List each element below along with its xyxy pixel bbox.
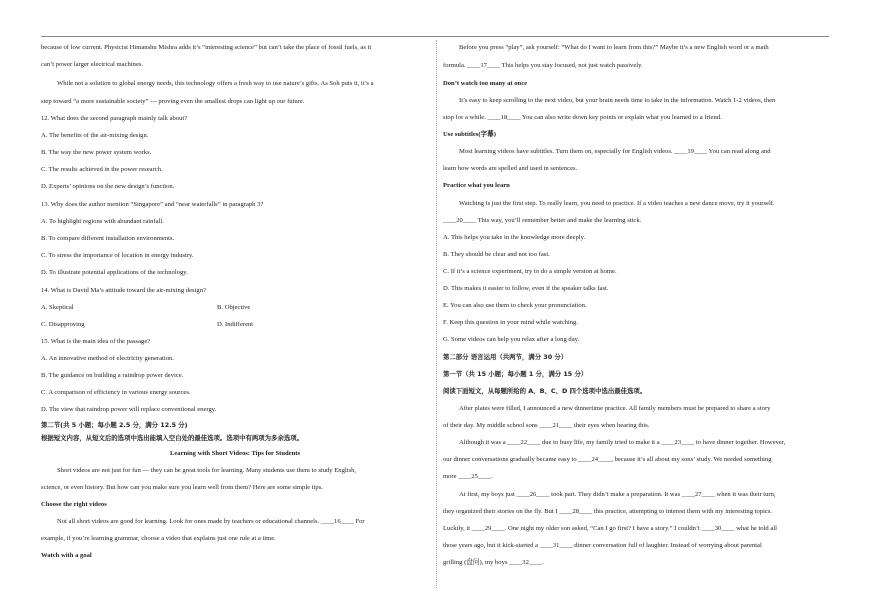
passage-title: Learning with Short Videos: Tips for Students <box>169 450 301 457</box>
option-12c: C. The results achieved in the power research. <box>41 166 163 173</box>
subheading: Don’t watch too many at once <box>443 80 528 87</box>
option-15c: C. A comparison of efficiency in various energy sources. <box>41 389 191 396</box>
passage-line: Short videos are not just for fun — they can be great tools for learning. Many students use them to study English, <box>57 467 357 474</box>
option-15b: B. The guidance on building a raindrop power device. <box>41 372 184 379</box>
option-e: E. You can also use them to check your pronunciation. <box>443 302 587 309</box>
option-13b: B. To compare different installation environments. <box>41 235 175 242</box>
passage-line: science, or even history. But how can you make sure you learn well from them? Here are some simple tips. <box>41 484 323 491</box>
passage-line: While not a solution to global energy needs, this technology offers a fresh way to use nature’s gifts. As Soh puts it, it’s a <box>57 80 374 87</box>
question-14: 14. What is David Ma’s attitude toward the air-mixing design? <box>41 287 206 294</box>
passage-line: Not all short videos are good for learning. Look for ones made by teachers or educational channels. ____16____ For <box>57 518 365 525</box>
option-14d: D. Indifferent <box>217 321 254 328</box>
top-rule <box>41 36 829 37</box>
subheading: Use subtitles(字幕) <box>443 131 496 138</box>
passage-line: they organized their stories on the fly. But I ____28____ this practice, attempting to interest them with my interesting topics. <box>443 508 773 515</box>
part-header: 第二部分 语言运用（共两节，满分 30 分） <box>443 353 568 361</box>
option-13a: A. To highlight regions with abundant rainfall. <box>41 218 164 225</box>
passage-line: our dinner conversations gradually became easy to ____24____, because it’s all about my sons’ study. We needed something <box>443 456 772 463</box>
passage-line: can’t power larger electrical machines. <box>41 61 144 68</box>
question-13: 13. Why does the author mention “Singapore” and “near waterfalls” in paragraph 3? <box>41 201 264 208</box>
option-14c: C. Disapproving <box>41 321 85 328</box>
column-divider <box>436 40 437 588</box>
passage-line: formula. ____17____ This helps you stay focused, not just watch passively. <box>443 62 643 69</box>
option-c: C. If it’s a science experiment, try to do a simple version at home. <box>443 268 617 275</box>
option-12d: D. Experts’ opinions on the new design’s function. <box>41 183 175 190</box>
option-12b: B. The way the new power system works. <box>41 149 152 156</box>
option-15a: A. An innovative method of electricity generation. <box>41 355 174 362</box>
option-12a: A. The benefits of the air-mixing design. <box>41 132 149 139</box>
section-instructions: 根据短文内容，从短文后的选项中选出能填入空白处的最佳选项。选项中有两项为多余选项。 <box>41 434 304 442</box>
passage-line: learn how words are spelled and used in sentences. <box>443 165 578 172</box>
passage-line: of their day. My middle school sons ____21____ their eyes when hearing this. <box>443 422 650 429</box>
passage-line: Watching is just the first step. To really learn, you need to practice. If a video teaches a new dance move, try it yourself. <box>459 200 775 207</box>
passage-line: example, if you’re learning grammar, choose a video that explains just one rule at a time. <box>41 535 276 542</box>
passage-line: those years ago, but it kick-started a ____31____ dinner conversation full of laughter. Instead of worrying about parental <box>443 542 762 549</box>
section-header: 第一节（共 15 小题；每小题 1 分，满分 15 分） <box>443 370 588 378</box>
passage-line: Most learning videos have subtitles. Turn them on, especially for English videos. ____19____ You can read along and <box>459 148 771 155</box>
passage-line: It’s easy to keep scrolling to the next video, but your brain needs time to take in the information. Watch 1-2 videos, then <box>459 97 776 104</box>
option-13d: D. To illustrate potential applications of the technology. <box>41 269 188 276</box>
option-f: F. Keep this question in your mind while watching. <box>443 319 578 326</box>
subheading: Practice what you learn <box>443 182 510 189</box>
passage-line: After plates were filled, I announced a new dinnertime practice. All family members must be prepared to share a story <box>459 405 771 412</box>
option-b: B. They should be clear and not too fast. <box>443 251 550 258</box>
section-instructions: 阅读下面短文，从每题所给的 A、B、C、D 四个选项中选出最佳选项。 <box>443 387 647 395</box>
option-a: A. This helps you take in the knowledge more deeply. <box>443 234 586 241</box>
option-14b: B. Objective <box>217 304 251 311</box>
passage-line: Before you press “play”, ask yourself: “What do I want to learn from this?” Maybe it’s a new English word or a math <box>459 44 769 51</box>
option-15d: D. The view that raindrop power will replace conventional energy. <box>41 406 217 413</box>
passage-line: stop for a while. ____18____ You can also write down key points or explain what you learned to a friend. <box>443 114 722 121</box>
passage-line: grilling (盘问), my boys ____32____. <box>443 559 544 566</box>
option-14a: A. Skeptical <box>41 304 74 311</box>
passage-line: because of low current. Physicist Himanshu Mishra adds it’s “interesting science” but can’t take the place of fossil fuels, as it <box>41 44 372 51</box>
passage-line: Luckily, it ____29____. One night my older son asked, “Can I go first? I have a story.” I couldn’t ____30____ what he told all <box>443 525 777 532</box>
option-g: G. Some videos can help you relax after a long day. <box>443 336 580 343</box>
passage-line: step toward “a more sustainable society” — proving even the smallest drops can light up our future. <box>41 98 305 105</box>
option-d: D. This makes it easier to follow, even if the speaker talks fast. <box>443 285 609 292</box>
section-header: 第二节(共 5 小题；每小题 2.5 分，满分 12.5 分) <box>41 421 188 429</box>
passage-line: more ____25____. <box>443 473 493 480</box>
passage-line: Although it was a ____22____ due to busy life, my family tried to make it a ____23____ to have dinner together. However, <box>459 439 786 446</box>
subheading: Choose the right videos <box>41 501 107 508</box>
passage-line: ____20____ This way, you’ll remember better and make the learning stick. <box>443 217 642 224</box>
question-12: 12. What does the second paragraph mainly talk about? <box>41 115 188 122</box>
option-13c: C. To stress the importance of location in energy industry. <box>41 252 194 259</box>
passage-line: At first, my boys just ____26____ took part. They didn’t make a preparation. It was ____27____ when it was their turn, <box>459 491 776 498</box>
question-15: 15. What is the main idea of the passage? <box>41 338 151 345</box>
subheading: Watch with a goal <box>41 552 92 559</box>
